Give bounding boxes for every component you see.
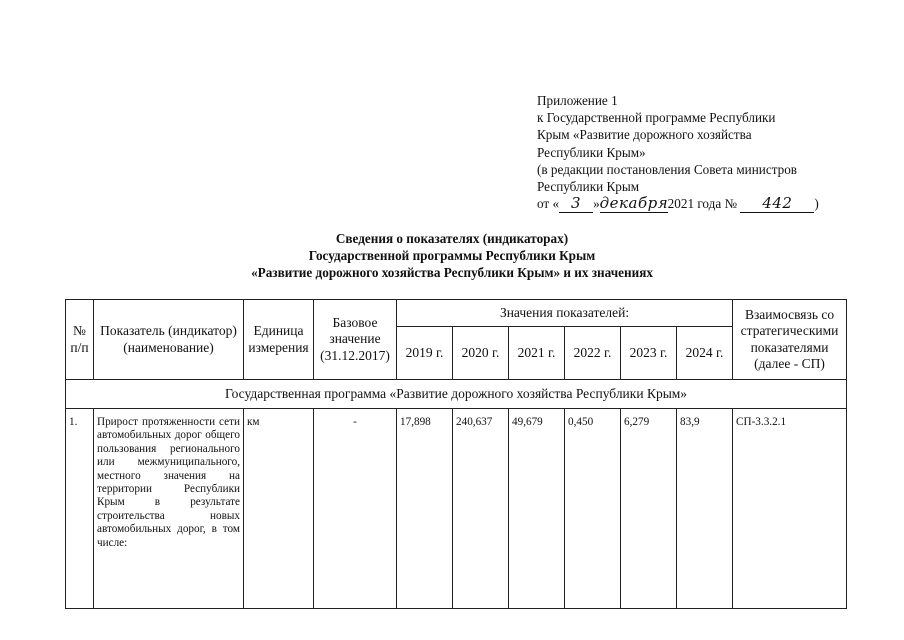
header-year: 2022 г. <box>565 327 621 380</box>
header-strategic-link: Взаимосвязь со стратегическими показателями (далее - СП) <box>733 300 847 380</box>
row-base-value: - <box>314 409 397 609</box>
appendix-line: Приложение 1 <box>537 93 618 108</box>
indicators-table <box>65 299 847 609</box>
header-year: 2024 г. <box>677 327 733 380</box>
date-prefix: от « <box>537 196 560 212</box>
appendix-line: Республики Крым <box>537 179 640 195</box>
date-month-handwritten: декабря <box>599 194 669 213</box>
row-value: 49,679 <box>509 409 565 609</box>
section-title: Государственная программа «Развитие дорожного хозяйства Республики Крым» <box>66 380 847 409</box>
header-year: 2019 г. <box>397 327 453 380</box>
header-year: 2020 г. <box>453 327 509 380</box>
header-indicator: Показатель (индикатор) (наименование) <box>94 300 244 380</box>
row-value: 0,450 <box>565 409 621 609</box>
appendix-line: Республики Крым» <box>537 144 646 160</box>
row-strategic-link: СП-3.3.2.1 <box>733 409 847 609</box>
date-mid: » <box>593 196 600 212</box>
row-value: 6,279 <box>621 409 677 609</box>
section-row <box>66 380 847 409</box>
date-day-handwritten: 3 <box>571 194 582 213</box>
resolution-number-handwritten: 442 <box>762 194 793 213</box>
resolution-date-line <box>537 195 857 213</box>
date-day-field <box>559 195 593 213</box>
header-base-value: Базовое значение (31.12.2017) <box>314 300 397 380</box>
row-unit: км <box>244 409 314 609</box>
resolution-number-field <box>740 195 814 213</box>
appendix-line: Крым «Развитие дорожного хозяйства <box>537 127 752 143</box>
title-line-3: «Развитие дорожного хозяйства Республики Крым» и их значениях <box>251 264 653 280</box>
header-year: 2023 г. <box>621 327 677 380</box>
table-header-row <box>66 300 847 327</box>
date-year-text: 2021 года № <box>667 196 738 212</box>
document-title <box>140 231 764 281</box>
row-value: 240,637 <box>453 409 509 609</box>
header-num: № п/п <box>66 300 94 380</box>
appendix-header <box>537 92 857 213</box>
title-line-2: Государственной программы Республики Крым <box>308 247 596 263</box>
title-line-1: Сведения о показателях (индикаторах) <box>335 231 569 246</box>
header-unit: Единица измерения <box>244 300 314 380</box>
header-values-group: Значения показателей: <box>397 300 733 327</box>
date-month-field <box>600 195 668 213</box>
appendix-line: к Государственной программе Республики <box>537 110 776 126</box>
appendix-line: (в редакции постановления Совета министров <box>537 161 798 177</box>
header-year: 2021 г. <box>509 327 565 380</box>
row-value: 17,898 <box>397 409 453 609</box>
row-num: 1. <box>66 409 94 609</box>
table-row <box>66 409 847 609</box>
row-value: 83,9 <box>677 409 733 609</box>
row-indicator: Прирост протяженности сети автомобильных дорог общего пользования регионального или межмуниципального, местного значения на территории Республики Крым в результате строительства новых автомобильных дорог, в том числе: <box>94 409 244 609</box>
date-suffix: ) <box>814 196 819 212</box>
